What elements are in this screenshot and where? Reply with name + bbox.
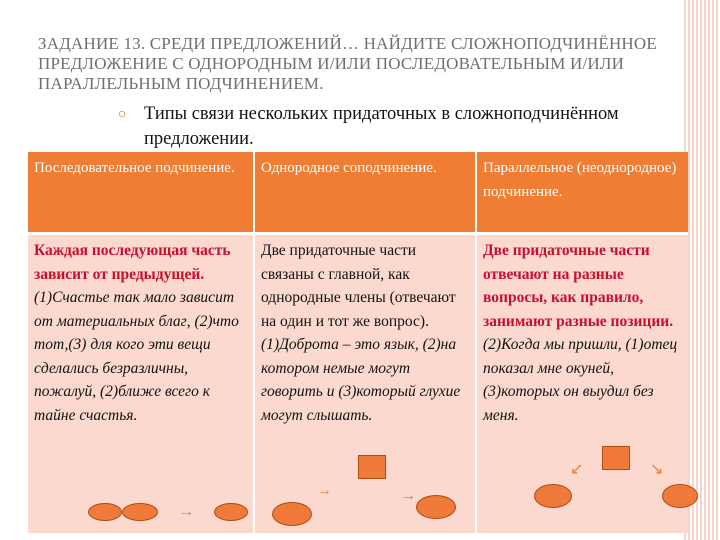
header-parallel: Параллельное (неоднородное) подчинение. bbox=[476, 152, 688, 234]
bullet-ring-icon: ○ bbox=[118, 107, 127, 122]
scheme-homo-main-square bbox=[358, 455, 386, 479]
table-row bbox=[28, 234, 688, 534]
rule-homogeneous: Две придаточные части связаны с главной, как однородные члены (отвечают на один и тот же вопрос). bbox=[261, 242, 456, 330]
header-homogeneous: Однородное соподчинение. bbox=[254, 152, 476, 234]
scheme-seq-oval-2 bbox=[122, 503, 158, 521]
scheme-seq-oval-3 bbox=[214, 503, 248, 521]
scheme-par-main-square bbox=[602, 446, 630, 470]
scheme-par-oval-1 bbox=[534, 484, 572, 508]
scheme-homo-oval-2 bbox=[416, 495, 456, 519]
bullet-item bbox=[118, 102, 638, 152]
header-sequential: Последовательное подчинение. bbox=[28, 152, 254, 234]
arrow-right-icon: → bbox=[400, 487, 416, 504]
arrow-right-icon: ↘ bbox=[650, 461, 664, 478]
bullet-text: Типы связи нескольких придаточных в сложноподчинённом предложении. bbox=[144, 104, 619, 149]
rule-sequential: Каждая последующая часть зависит от предыдущей. bbox=[34, 242, 231, 283]
example-sequential: (1)Счастье так мало зависит от материальных благ, (2)что тот,(3) для кого эти вещи сделались безразличны, пожалуй, (2)ближе всего к тайне счастья. bbox=[34, 289, 239, 424]
cell-parallel bbox=[476, 234, 688, 534]
scheme-homo-oval-1 bbox=[272, 502, 312, 526]
slide-title: ЗАДАНИЕ 13. СРЕДИ ПРЕДЛОЖЕНИЙ… НАЙДИТЕ СЛОЖНОПОДЧИНЁННОЕ ПРЕДЛОЖЕНИЕ С ОДНОРОДНЫМ И/ИЛИ ПОСЛЕДОВАТЕЛЬНЫМ И/ИЛИ ПАРАЛЛЕЛЬНЫМ ПОДЧИНЕНИЕМ. bbox=[38, 34, 657, 93]
arrow-left-icon: ↙ bbox=[570, 461, 584, 478]
rule-parallel: Две придаточные части отвечают на разные вопросы, как правило, занимают разные позиции. bbox=[483, 242, 674, 330]
arrow-right-icon: → bbox=[316, 482, 332, 499]
example-homogeneous: (1)Доброта – это язык, (2)на котором немые могут говорить и (3)который глухие могут слышать. bbox=[261, 336, 461, 424]
scheme-seq-oval-1 bbox=[88, 503, 122, 521]
cell-homogeneous bbox=[254, 234, 476, 534]
table-header-row bbox=[28, 152, 688, 234]
cell-sequential bbox=[28, 234, 254, 534]
decorative-stripe bbox=[684, 0, 720, 540]
arrow-right-icon: → bbox=[178, 503, 194, 520]
example-parallel: (2)Когда мы пришли, (1)отец показал мне окуней, (3)которых он выудил без меня. bbox=[483, 336, 678, 424]
scheme-par-oval-2 bbox=[662, 484, 698, 508]
